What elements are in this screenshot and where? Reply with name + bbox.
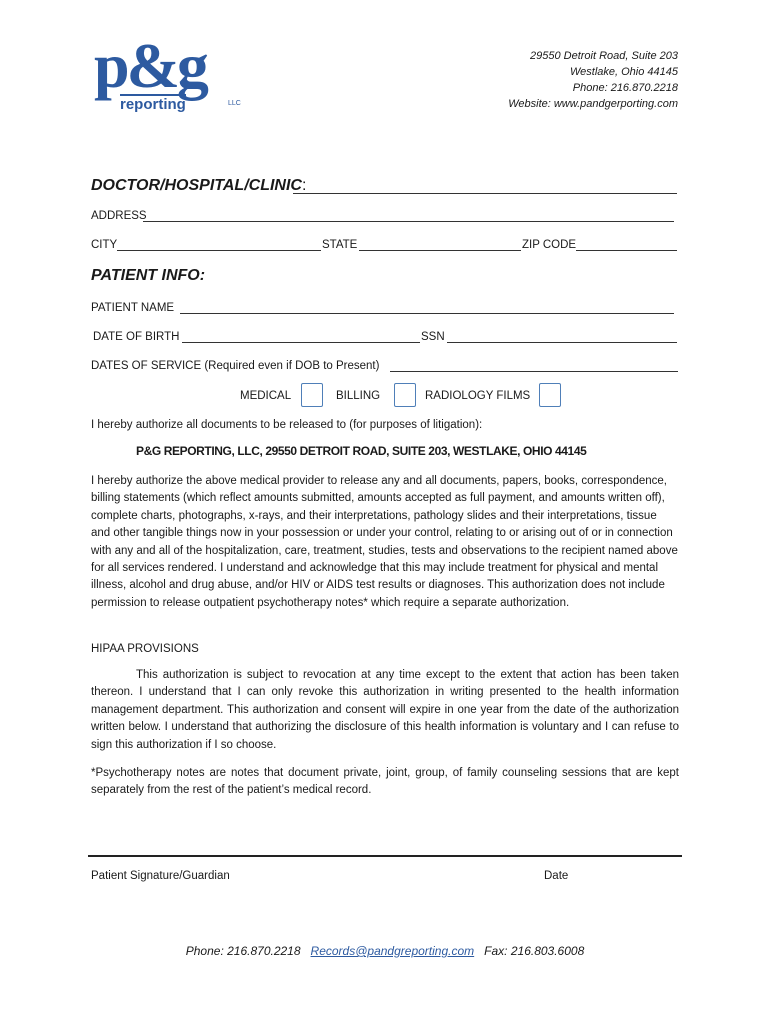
patient-name-label: PATIENT NAME <box>91 302 175 314</box>
authorization-paragraph: I hereby authorize the above medical provider to release any and all documents, papers, books, correspondence, billing statements (which reflect amounts submitted, amounts accepted as full payment, and amounts written off), complete charts, photographs, x-rays, and their interpretations, pathology slides and their interpretations, tissue and other tangible things now in your possession or under your control, relating to or arising out of or in connection with any and all of the hospitalization, care, treatment, studies, tests and observations to the recipient named above for all services rendered. I understand and acknowledge that this may include treatment for physical and mental illness, alcohol and drug abuse, and/or HIV or AIDS test results or diagnoses. This authorization does not include permission to release outpatient psychotherapy notes* which require a separate authorization. <box>91 475 678 609</box>
header-website: Website: www.pandgerporting.com <box>508 98 678 110</box>
dob-label: DATE OF BIRTH <box>93 331 180 343</box>
psychotherapy-note: *Psychotherapy notes are notes that document private, joint, group, of family counseling sessions that are kept separately from the rest of the patient’s medical record. <box>91 767 679 797</box>
ssn-field[interactable] <box>447 331 677 343</box>
address-field[interactable] <box>143 210 674 222</box>
zip-label: ZIP CODE <box>522 239 577 251</box>
city-label: CITY <box>91 239 118 251</box>
date-label: Date <box>544 870 569 882</box>
logo-sub-text: reporting <box>120 96 186 113</box>
provider-title <box>91 177 306 195</box>
medical-checkbox[interactable] <box>301 383 323 407</box>
address-label: ADDRESS <box>91 210 147 222</box>
logo-main-text: p&g <box>94 30 206 101</box>
ssn-label: SSN <box>421 331 445 343</box>
billing-label: BILLING <box>336 390 381 402</box>
city-field[interactable] <box>117 239 321 251</box>
recipient-address: P&G REPORTING, LLC, 29550 DETROIT ROAD, SUITE 203, WESTLAKE, OHIO 44145 <box>136 444 587 458</box>
hipaa-title: HIPAA PROVISIONS <box>91 643 199 655</box>
radiology-films-label: RADIOLOGY FILMS <box>425 390 531 402</box>
logo-llc-text: LLC <box>228 100 241 107</box>
footer-email-link[interactable]: Records@pandgreporting.com <box>310 944 475 958</box>
provider-title-text: DOCTOR/HOSPITAL/CLINIC <box>91 177 302 194</box>
billing-checkbox[interactable] <box>394 383 416 407</box>
dates-of-service-field[interactable] <box>390 360 678 372</box>
dates-of-service-label: DATES OF SERVICE (Required even if DOB to Present) <box>91 360 380 372</box>
header-contact <box>508 48 678 112</box>
footer-phone: Phone: 216.870.2218 <box>185 944 301 958</box>
provider-name-field[interactable] <box>293 182 677 194</box>
footer-fax: Fax: 216.803.6008 <box>484 944 585 958</box>
patient-name-field[interactable] <box>180 302 674 314</box>
footer <box>0 944 770 958</box>
dob-field[interactable] <box>182 331 420 343</box>
patient-info-title: PATIENT INFO: <box>91 267 206 284</box>
company-logo <box>94 30 254 116</box>
medical-label: MEDICAL <box>240 390 292 402</box>
header-address-line-2: Westlake, Ohio 44145 <box>569 66 678 78</box>
signature-line[interactable] <box>88 855 682 857</box>
authorize-intro: I hereby authorize all documents to be released to (for purposes of litigation): <box>91 419 483 431</box>
zip-field[interactable] <box>576 239 677 251</box>
signature-label: Patient Signature/Guardian <box>91 870 230 882</box>
header-address-line-1: 29550 Detroit Road, Suite 203 <box>530 50 678 62</box>
state-field[interactable] <box>359 239 521 251</box>
header-phone: Phone: 216.870.2218 <box>572 82 678 94</box>
hipaa-paragraph: This authorization is subject to revocation at any time except to the extent that action has been taken thereon. I understand that I can only revoke this authorization in writing presented to the health information management department. This authorization and consent will expire in one year from the date of the authorization written below. I understand that authorizing the disclosure of this health information is voluntary and I can refuse to sign this authorization if I so choose. <box>91 669 679 751</box>
provider-title-colon: : <box>301 177 307 194</box>
radiology-films-checkbox[interactable] <box>539 383 561 407</box>
state-label: STATE <box>322 239 358 251</box>
